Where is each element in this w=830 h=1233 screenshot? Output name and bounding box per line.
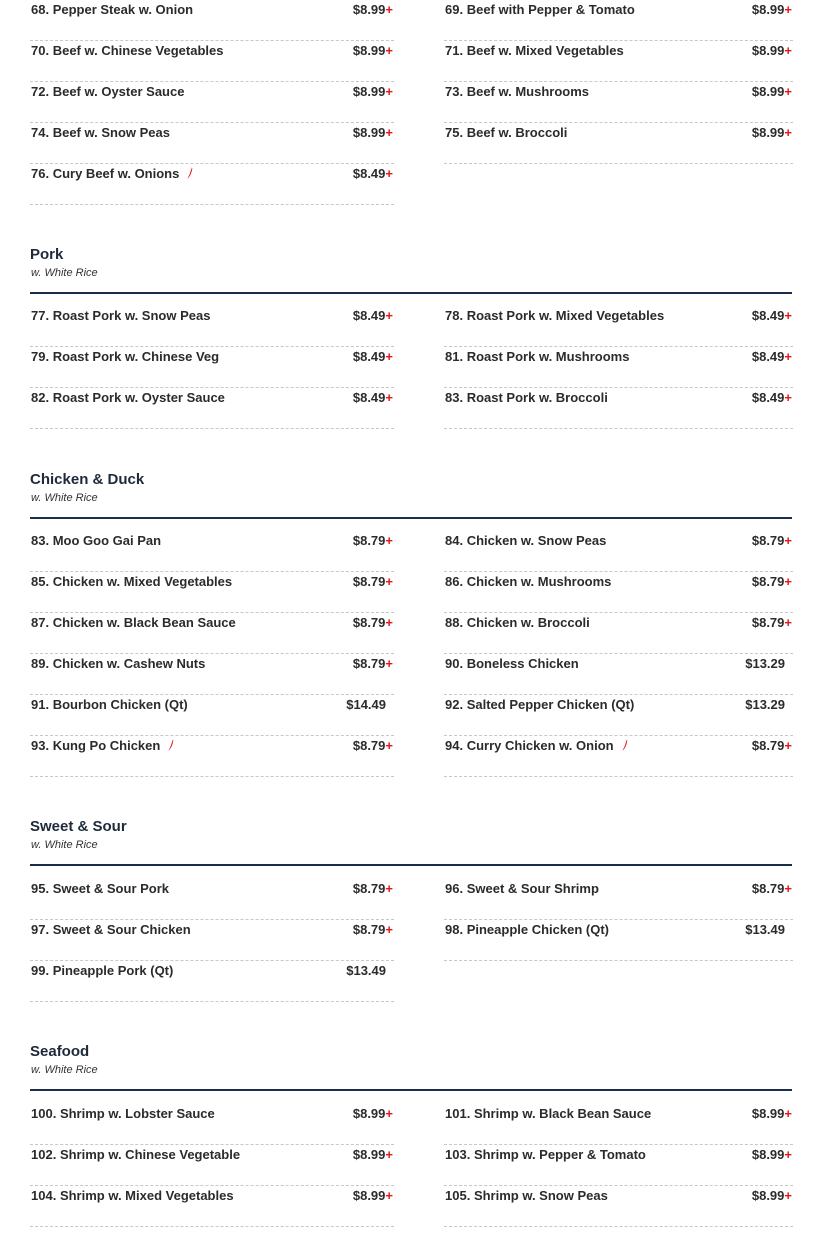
price-plus-symbol: + [385,881,393,896]
menu-item-price [353,166,393,182]
price-plus-symbol: + [784,84,792,99]
menu-item-name [31,1188,234,1204]
menu-item-row[interactable] [444,123,793,164]
section-divider [30,864,792,866]
menu-item-name [445,308,664,324]
menu-item-name [445,738,628,754]
section-divider [30,517,792,519]
menu-item-label: Boneless Chicken [466,656,579,671]
menu-item-number: 87. [31,615,50,630]
price-value: $8.99 [352,125,386,140]
menu-item-name [31,390,225,406]
menu-item-label: Shrimp w. Mixed Vegetables [59,1188,234,1203]
menu-item-name [31,963,173,979]
menu-item-number: 70. [31,43,50,58]
menu-item-number: 100. [31,1106,57,1121]
menu-item-number: 94. [445,738,464,753]
chili-pepper-icon [168,739,174,751]
menu-item-row[interactable] [444,306,793,347]
menu-item-label: Roast Pork w. Chinese Veg [52,349,220,364]
price-plus-symbol: + [385,1147,393,1162]
price-value: $13.49 [346,963,386,978]
menu-item-name [31,1147,240,1163]
menu-item-number: 90. [445,656,464,671]
menu-item-row[interactable] [30,920,394,961]
menu-item-price [353,1147,393,1163]
section-title: Seafood [30,1043,90,1060]
section-subtitle: w. White Rice [31,839,98,851]
menu-item-label: Curry Chicken w. Onion [466,738,614,753]
menu-item-price [752,1188,792,1204]
menu-item-row[interactable] [30,1104,394,1145]
menu-item-price [346,697,386,713]
menu-item-row[interactable] [30,306,394,347]
section-divider [30,1089,792,1091]
menu-item-number: 88. [445,615,464,630]
menu-item-number: 95. [31,881,50,896]
menu-item-number: 102. [31,1147,57,1162]
menu-item-price [353,881,393,897]
menu-item-name [31,656,205,672]
menu-item-label: Shrimp w. Black Bean Sauce [473,1106,652,1121]
section-title: Sweet & Sour [30,818,127,835]
menu-item-name [31,615,236,631]
price-plus-symbol: + [385,922,393,937]
menu-item-price [353,125,393,141]
menu-item-row[interactable] [30,82,394,123]
menu-item-row[interactable] [444,613,793,654]
menu-item-label: Roast Pork w. Snow Peas [52,308,211,323]
menu-item-row[interactable] [444,0,793,41]
menu-item-name [445,390,608,406]
menu-item-label: Chicken w. Snow Peas [466,533,607,548]
menu-item-price [353,1188,393,1204]
menu-item-number: 77. [31,308,50,323]
menu-item-label: Chicken w. Broccoli [466,615,590,630]
menu-item-number: 85. [31,574,50,589]
menu-item-number: 98. [445,922,464,937]
menu-item-name [445,1147,646,1163]
menu-item-price [752,533,792,549]
menu-item-price [353,84,393,100]
price-plus-symbol: + [784,574,792,589]
menu-item-price [752,125,792,141]
menu-item-name [445,349,629,365]
price-plus-symbol: + [385,349,393,364]
price-plus-symbol: + [784,533,792,548]
section-subtitle: w. White Rice [31,267,98,279]
price-value: $14.49 [346,697,386,712]
price-value: $8.79 [352,656,386,671]
menu-item-price [353,308,393,324]
price-value: $8.49 [352,390,386,405]
menu-item-price [752,390,792,406]
price-value: $8.49 [352,349,386,364]
menu-item-label: Kung Po Chicken [52,738,161,753]
price-value: $8.79 [352,881,386,896]
menu-item-number: 103. [445,1147,471,1162]
menu-item-name [445,697,634,713]
menu-item-row[interactable] [444,82,793,123]
menu-item-price [353,574,393,590]
price-value: $8.99 [352,2,386,17]
price-value: $8.49 [751,390,785,405]
menu-item-row[interactable] [30,164,394,205]
price-value: $8.99 [352,1106,386,1121]
menu-item-price [353,738,393,754]
menu-item-row[interactable] [444,572,793,613]
price-value: $8.79 [751,533,785,548]
menu-item-row[interactable] [444,41,793,82]
menu-item-price [752,738,792,754]
menu-item-row[interactable] [444,736,793,777]
menu-item-name [445,125,567,141]
menu-item-number: 73. [445,84,464,99]
menu-item-price [752,1106,792,1122]
menu-item-price [353,656,393,672]
menu-item-price [752,84,792,100]
menu-item-price [745,697,785,713]
menu-item-price [353,533,393,549]
menu-item-price [353,922,393,938]
menu-item-name [31,738,174,754]
menu-item-label: Pineapple Chicken (Qt) [466,922,610,937]
price-plus-symbol: + [385,308,393,323]
menu-item-price [353,2,393,18]
menu-item-name [31,881,169,897]
menu-item-label: Beef w. Chinese Vegetables [52,43,224,58]
menu-item-row[interactable] [444,347,793,388]
menu-item-price [752,1147,792,1163]
menu-item-number: 83. [31,533,50,548]
price-plus-symbol: + [784,1106,792,1121]
menu-item-row[interactable] [30,961,394,1002]
menu-item-name [31,697,188,713]
menu-item-price [752,308,792,324]
menu-item-label: Shrimp w. Chinese Vegetable [59,1147,241,1162]
menu-item-row[interactable] [30,695,394,736]
price-plus-symbol: + [784,349,792,364]
menu-item-name [31,533,161,549]
menu-item-label: Chicken w. Mushrooms [466,574,612,589]
price-value: $8.99 [751,84,785,99]
price-value: $8.79 [352,738,386,753]
menu-item-name [31,125,170,141]
price-value: $8.49 [352,166,386,181]
price-plus-symbol: + [385,738,393,753]
menu-item-name [445,2,635,18]
price-value: $8.79 [751,615,785,630]
menu-item-label: Salted Pepper Chicken (Qt) [466,697,635,712]
menu-item-row[interactable] [30,654,394,695]
price-value: $8.99 [751,1188,785,1203]
menu-item-name [31,922,191,938]
menu-item-price [353,349,393,365]
section-title: Chicken & Duck [30,471,145,488]
price-value: $8.79 [352,615,386,630]
menu-item-row[interactable] [30,1186,394,1227]
menu-item-number: 97. [31,922,50,937]
menu-item-number: 71. [445,43,464,58]
section-title: Pork [30,246,64,263]
menu-item-price [353,615,393,631]
price-value: $8.79 [751,738,785,753]
price-plus-symbol: + [385,84,393,99]
price-plus-symbol: + [784,1147,792,1162]
price-value: $8.99 [352,1188,386,1203]
menu-item-label: Beef w. Snow Peas [52,125,170,140]
menu-item-row[interactable] [444,920,793,961]
menu-item-label: Shrimp w. Snow Peas [473,1188,608,1203]
menu-item-number: 69. [445,2,464,17]
menu-item-row[interactable] [30,0,394,41]
menu-item-price [752,574,792,590]
menu-item-row[interactable] [444,531,793,572]
menu-item-name [445,84,589,100]
menu-item-name [31,84,184,100]
menu-item-label: Sweet & Sour Chicken [52,922,191,937]
menu-item-row[interactable] [444,1104,793,1145]
menu-item-number: 84. [445,533,464,548]
menu-item-price [752,349,792,365]
menu-item-number: 92. [445,697,464,712]
menu-item-label: Shrimp w. Lobster Sauce [59,1106,215,1121]
menu-item-row[interactable] [30,388,394,429]
menu-item-price [353,390,393,406]
price-plus-symbol: + [385,1106,393,1121]
price-plus-symbol: + [784,2,792,17]
menu-item-number: 79. [31,349,50,364]
menu-item-number: 68. [31,2,50,17]
menu-item-name [445,1188,608,1204]
menu-item-label: Roast Pork w. Mushrooms [466,349,630,364]
menu-item-row[interactable] [30,879,394,920]
menu-item-label: Roast Pork w. Oyster Sauce [52,390,225,405]
menu-item-label: Shrimp w. Pepper & Tomato [473,1147,646,1162]
menu-item-row[interactable] [30,531,394,572]
menu-item-label: Sweet & Sour Pork [52,881,170,896]
menu-item-label: Roast Pork w. Mixed Vegetables [466,308,665,323]
menu-item-price [752,615,792,631]
menu-item-price [752,2,792,18]
menu-item-label: Cury Beef w. Onions [52,166,180,181]
section-subtitle: w. White Rice [31,492,98,504]
menu-item-name [445,574,611,590]
price-value: $8.99 [751,43,785,58]
menu-item-price [745,922,785,938]
price-plus-symbol: + [385,1188,393,1203]
price-plus-symbol: + [784,1188,792,1203]
price-value: $8.79 [352,922,386,937]
chili-pepper-icon [187,167,193,179]
menu-item-name [445,615,590,631]
menu-item-price [346,963,386,979]
menu-item-number: 74. [31,125,50,140]
menu-item-label: Beef w. Mixed Vegetables [466,43,624,58]
menu-item-name [31,574,232,590]
price-value: $8.49 [352,308,386,323]
price-plus-symbol: + [385,43,393,58]
price-plus-symbol: + [385,2,393,17]
menu-item-number: 76. [31,166,50,181]
price-plus-symbol: + [784,615,792,630]
price-value: $8.99 [751,125,785,140]
menu-item-price [752,881,792,897]
menu-item-name [31,308,210,324]
price-plus-symbol: + [784,308,792,323]
menu-item-row[interactable] [30,123,394,164]
price-value: $8.79 [751,881,785,896]
price-value: $8.79 [352,533,386,548]
menu-item-number: 93. [31,738,50,753]
price-value: $8.49 [751,308,785,323]
menu-item-price [353,43,393,59]
menu-item-number: 86. [445,574,464,589]
menu-item-number: 99. [31,963,50,978]
menu-item-label: Beef w. Oyster Sauce [52,84,185,99]
menu-item-label: Pineapple Pork (Qt) [52,963,174,978]
menu-item-row[interactable] [444,1145,793,1186]
chili-pepper-icon [622,739,628,751]
menu-item-name [445,533,606,549]
menu-item-price [745,656,785,672]
price-plus-symbol: + [784,390,792,405]
menu-item-label: Chicken w. Cashew Nuts [52,656,206,671]
menu-item-price [752,43,792,59]
menu-item-name [31,1106,215,1122]
menu-item-number: 78. [445,308,464,323]
price-value: $8.79 [352,574,386,589]
menu-item-label: Chicken w. Mixed Vegetables [52,574,233,589]
price-value: $8.99 [751,1106,785,1121]
price-plus-symbol: + [385,166,393,181]
price-value: $13.49 [745,922,785,937]
menu-item-name [31,349,219,365]
price-plus-symbol: + [784,125,792,140]
menu-item-name [31,166,193,182]
menu-item-label: Beef w. Broccoli [466,125,568,140]
price-value: $8.99 [352,43,386,58]
price-value: $8.99 [352,84,386,99]
menu-item-number: 91. [31,697,50,712]
section-divider [30,292,792,294]
price-plus-symbol: + [784,43,792,58]
price-value: $13.29 [745,697,785,712]
menu-item-name [445,922,609,938]
menu-item-number: 96. [445,881,464,896]
menu-item-row[interactable] [30,347,394,388]
menu-item-number: 75. [445,125,464,140]
price-plus-symbol: + [385,615,393,630]
menu-item-label: Bourbon Chicken (Qt) [52,697,188,712]
price-plus-symbol: + [385,574,393,589]
menu-item-number: 101. [445,1106,471,1121]
menu-item-price [353,1106,393,1122]
menu-item-row[interactable] [444,388,793,429]
menu-item-label: Roast Pork w. Broccoli [466,390,608,405]
menu-item-name [445,1106,651,1122]
menu-item-row[interactable] [30,572,394,613]
menu-item-name [445,656,579,672]
menu-item-row[interactable] [444,695,793,736]
menu-item-row[interactable] [30,613,394,654]
price-value: $8.49 [751,349,785,364]
price-value: $13.29 [745,656,785,671]
menu-item-number: 89. [31,656,50,671]
price-value: $8.99 [352,1147,386,1162]
price-plus-symbol: + [385,533,393,548]
menu-item-label: Beef with Pepper & Tomato [466,2,635,17]
menu-item-label: Sweet & Sour Shrimp [466,881,599,896]
section-subtitle: w. White Rice [31,1064,98,1076]
price-plus-symbol: + [784,881,792,896]
menu-item-number: 82. [31,390,50,405]
menu-item-label: Moo Goo Gai Pan [52,533,162,548]
menu-item-number: 105. [445,1188,471,1203]
menu-item-row[interactable] [30,41,394,82]
menu-item-number: 72. [31,84,50,99]
menu-item-row[interactable] [30,736,394,777]
price-value: $8.99 [751,2,785,17]
menu-item-label: Pepper Steak w. Onion [52,2,194,17]
menu-item-number: 81. [445,349,464,364]
menu-item-row[interactable] [444,1186,793,1227]
menu-item-label: Chicken w. Black Bean Sauce [52,615,236,630]
price-plus-symbol: + [385,656,393,671]
menu-item-name [445,43,624,59]
price-plus-symbol: + [385,125,393,140]
menu-item-name [31,2,193,18]
menu-item-row[interactable] [444,879,793,920]
menu-item-name [31,43,223,59]
price-plus-symbol: + [385,390,393,405]
menu-item-number: 104. [31,1188,57,1203]
price-value: $8.99 [751,1147,785,1162]
menu-item-row[interactable] [30,1145,394,1186]
menu-item-label: Beef w. Mushrooms [466,84,590,99]
price-value: $8.79 [751,574,785,589]
menu-item-number: 83. [445,390,464,405]
menu-item-name [445,881,599,897]
price-plus-symbol: + [784,738,792,753]
menu-item-row[interactable] [444,654,793,695]
